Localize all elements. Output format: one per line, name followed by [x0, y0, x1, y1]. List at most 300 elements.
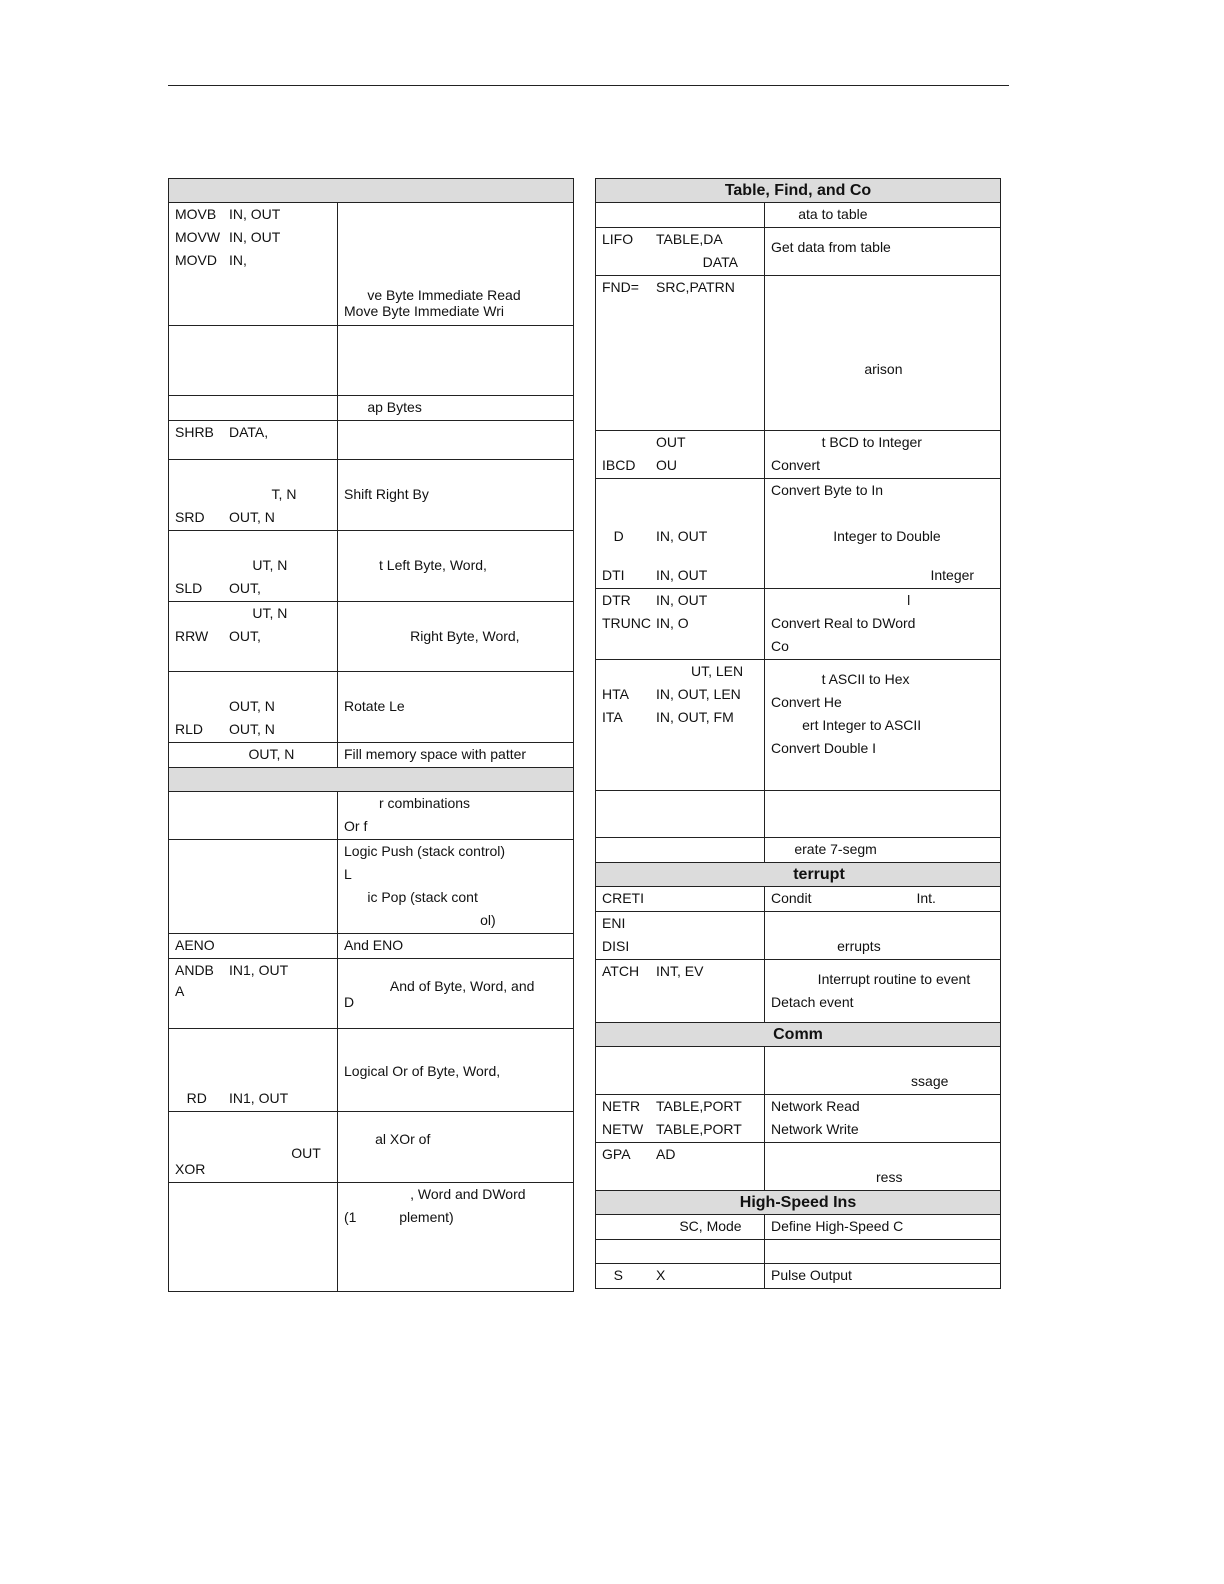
description-line — [338, 532, 573, 555]
instruction-cell — [169, 743, 338, 768]
instruction-cell — [169, 672, 338, 743]
instruction-line — [169, 578, 337, 601]
instruction-line — [596, 565, 764, 588]
description-cell — [765, 1095, 1001, 1143]
mnemonic — [602, 661, 656, 684]
operands: OUT — [656, 434, 686, 450]
mnemonic — [602, 432, 656, 455]
operands: X — [656, 1267, 666, 1283]
section-header — [169, 768, 574, 792]
mnemonic: ENI — [602, 915, 626, 931]
table-row — [596, 960, 1001, 1023]
left-instruction-table — [168, 178, 574, 1292]
description-line: (1 plement) — [344, 1209, 454, 1225]
section-header-row — [596, 1191, 1001, 1215]
instruction-cell — [169, 460, 338, 531]
description-line: erate 7-segm — [771, 841, 877, 857]
description-cell — [338, 840, 574, 934]
instruction-cell — [169, 396, 338, 421]
description-line: Get data from table — [771, 239, 891, 255]
instruction-cell — [596, 431, 765, 479]
table-row — [596, 203, 1001, 228]
instruction-line — [596, 1096, 764, 1119]
instruction-line — [596, 229, 764, 252]
table-row — [596, 1240, 1001, 1264]
mnemonic: SHRB — [175, 424, 214, 440]
operands: UT, LEN — [656, 663, 744, 679]
mnemonic — [175, 532, 229, 555]
description-line: Logic Push (stack control) — [344, 843, 506, 859]
operands: IN, OUT, LEN — [656, 686, 741, 702]
operands: UT, N — [229, 557, 288, 573]
mnemonic — [602, 503, 656, 526]
instruction-cell — [169, 203, 338, 326]
instruction-line — [169, 1030, 337, 1053]
description-line: l — [771, 592, 911, 608]
operands: OUT, — [229, 628, 261, 644]
instruction-line — [169, 981, 337, 1004]
section-header-row — [596, 863, 1001, 887]
mnemonic — [175, 603, 229, 626]
description-line: Network Write — [771, 1121, 859, 1137]
table-row — [169, 396, 574, 421]
instruction-line — [169, 744, 337, 767]
operands: OUT, — [229, 580, 261, 596]
instruction-line — [169, 250, 337, 273]
section-header: terrupt — [596, 863, 1001, 887]
description-line: Convert Byte to In — [771, 482, 884, 498]
table-row — [169, 203, 574, 326]
description-line: ic Pop (stack cont — [344, 889, 478, 905]
mnemonic: NETR — [602, 1098, 641, 1114]
instruction-cell — [169, 934, 338, 959]
instruction-line — [169, 673, 337, 696]
mnemonic: A — [175, 983, 185, 999]
table-row — [169, 959, 574, 1029]
instruction-line — [169, 555, 337, 578]
description-line: , Word and DWord — [344, 1186, 526, 1202]
description-cell — [338, 326, 574, 396]
instruction-line — [596, 432, 764, 455]
mnemonic: MOVB — [175, 206, 217, 222]
description-cell — [338, 934, 574, 959]
table-row — [169, 421, 574, 460]
instruction-line — [596, 1216, 764, 1239]
description-cell — [338, 792, 574, 840]
description-line: errupts — [771, 938, 881, 954]
mnemonic: RLD — [175, 721, 204, 737]
operands: AD — [656, 1146, 676, 1162]
instruction-cell — [596, 1215, 765, 1240]
description-line: r combinations — [344, 795, 471, 811]
instruction-cell — [596, 1095, 765, 1143]
description-line — [765, 300, 1000, 323]
mnemonic: ATCH — [602, 963, 640, 979]
mnemonic: LIFO — [602, 231, 634, 247]
description-line — [765, 913, 1000, 936]
mnemonic: ANDB — [175, 962, 214, 978]
mnemonic: DTI — [602, 567, 625, 583]
description-line — [338, 1030, 573, 1053]
instruction-line — [596, 480, 764, 503]
instruction-line — [169, 696, 337, 719]
instruction-cell — [169, 326, 338, 396]
description-line: ata to table — [771, 206, 868, 222]
description-line: Interrupt routine to event — [771, 971, 971, 987]
description-cell — [765, 276, 1001, 431]
section-header-row — [169, 768, 574, 792]
section-header: Comm — [596, 1023, 1001, 1047]
mnemonic: MOVD — [175, 252, 217, 268]
instruction-cell — [169, 1183, 338, 1292]
instruction-line — [596, 455, 764, 478]
description-line — [338, 227, 573, 250]
instruction-cell — [169, 792, 338, 840]
instruction-cell — [596, 912, 765, 960]
instruction-line — [169, 719, 337, 742]
table-row — [169, 840, 574, 934]
instruction-line — [596, 526, 764, 549]
description-line: t BCD to Integer — [771, 434, 922, 450]
mnemonic: RD — [175, 1090, 207, 1106]
mnemonic: TRUNC — [602, 615, 651, 631]
description-cell — [765, 228, 1001, 276]
instruction-line — [596, 503, 764, 526]
section-header: Table, Find, and Co — [596, 179, 1001, 203]
description-line: ap Bytes — [344, 399, 422, 415]
description-cell — [765, 479, 1001, 589]
description-line: Convert — [771, 457, 821, 473]
mnemonic: NETW — [602, 1121, 644, 1137]
table-row — [596, 589, 1001, 660]
instruction-cell — [596, 660, 765, 791]
instruction-line — [169, 960, 337, 983]
description-cell — [765, 791, 1001, 838]
instruction-cell — [169, 1029, 338, 1112]
instruction-line — [596, 1119, 764, 1142]
instruction-cell — [596, 960, 765, 1023]
operands: INT, EV — [656, 963, 704, 979]
description-cell — [765, 431, 1001, 479]
mnemonic: SLD — [175, 580, 203, 596]
description-cell — [338, 1029, 574, 1112]
instruction-cell — [169, 421, 338, 460]
description-line: al XOr of — [344, 1131, 431, 1147]
description-line: Pulse Output — [771, 1267, 852, 1283]
instruction-line — [596, 1265, 764, 1288]
operands: IN, — [229, 252, 247, 268]
mnemonic: D — [602, 528, 624, 544]
description-line: Define High-Speed C — [771, 1218, 904, 1234]
description-line: Logical Or of Byte, Word, — [344, 1063, 501, 1079]
description-line — [765, 503, 1000, 526]
description-line: Convert Real to DWord — [771, 615, 916, 631]
instruction-line — [169, 422, 337, 445]
instruction-cell — [169, 531, 338, 602]
operands: IN, OUT — [229, 206, 281, 222]
description-line: Condit Int. — [771, 890, 936, 906]
description-cell — [765, 1215, 1001, 1240]
instruction-cell — [596, 887, 765, 912]
operands: TABLE,DA — [656, 231, 723, 247]
instruction-line — [169, 603, 337, 626]
description-cell — [338, 460, 574, 531]
mnemonic — [175, 744, 229, 767]
description-cell — [338, 743, 574, 768]
instruction-line — [596, 707, 764, 730]
table-row — [169, 934, 574, 959]
description-line: Network Read — [771, 1098, 860, 1114]
instruction-cell — [596, 838, 765, 863]
description-line: And ENO — [344, 937, 404, 953]
description-cell — [338, 531, 574, 602]
description-cell — [338, 959, 574, 1029]
instruction-line — [169, 935, 337, 958]
instruction-cell — [596, 1143, 765, 1191]
mnemonic: MOVW — [175, 229, 221, 245]
description-line — [338, 204, 573, 227]
description-line: ert Integer to ASCII — [771, 717, 922, 733]
description-cell — [765, 1264, 1001, 1289]
description-line: Move Byte Immediate Wri — [344, 303, 505, 319]
operands: OUT — [229, 1145, 321, 1161]
table-row — [169, 1029, 574, 1112]
description-line: Rotate Le — [344, 698, 405, 714]
operands: SRC,PATRN — [656, 279, 735, 295]
mnemonic: GPA — [602, 1146, 631, 1162]
operands: OUT, N — [229, 509, 275, 525]
mnemonic — [175, 673, 229, 696]
description-line: t Left Byte, Word, — [344, 557, 487, 573]
instruction-line — [596, 661, 764, 684]
description-cell — [765, 660, 1001, 791]
description-line — [338, 673, 573, 696]
description-cell — [338, 396, 574, 421]
instruction-line — [596, 277, 764, 300]
table-row — [596, 1143, 1001, 1191]
instruction-cell — [596, 1264, 765, 1289]
instruction-line — [596, 913, 764, 936]
table-row — [596, 1264, 1001, 1289]
operands: SC, Mode — [656, 1218, 742, 1234]
description-line — [338, 262, 573, 285]
table-row — [596, 838, 1001, 863]
section-header — [169, 179, 574, 203]
description-line: ve Byte Immediate Read — [344, 287, 521, 303]
table-row — [169, 672, 574, 743]
instruction-cell — [596, 203, 765, 228]
instruction-line — [169, 204, 337, 227]
mnemonic — [175, 1113, 229, 1136]
mnemonic: FND= — [602, 279, 639, 295]
description-cell — [338, 1183, 574, 1292]
instruction-line — [169, 227, 337, 250]
table-row — [169, 792, 574, 840]
description-line: Shift Right By — [344, 486, 429, 502]
instruction-line — [596, 252, 764, 275]
instruction-line — [169, 1053, 337, 1076]
right-instruction-table — [595, 178, 1001, 1289]
description-line — [765, 323, 1000, 346]
description-line: ssage — [771, 1073, 949, 1089]
description-cell — [765, 887, 1001, 912]
mnemonic: AENO — [175, 937, 215, 953]
operands: T, N — [229, 486, 297, 502]
instruction-line — [169, 484, 337, 507]
table-row — [169, 460, 574, 531]
description-cell — [765, 838, 1001, 863]
operands: OUT, N — [229, 746, 295, 762]
description-line — [338, 461, 573, 484]
table-row — [169, 602, 574, 672]
instruction-cell — [169, 1112, 338, 1183]
instruction-line — [596, 961, 764, 984]
description-line: ol) — [344, 912, 496, 928]
operands: TABLE,PORT — [656, 1121, 742, 1137]
mnemonic — [175, 484, 229, 507]
description-cell — [338, 672, 574, 743]
description-line — [338, 603, 573, 626]
table-row — [596, 660, 1001, 791]
operands: OU — [656, 457, 677, 473]
mnemonic: DISI — [602, 938, 630, 954]
mnemonic — [175, 1053, 229, 1076]
table-row — [596, 228, 1001, 276]
instruction-cell — [596, 228, 765, 276]
description-line: ress — [771, 1169, 903, 1185]
table-row — [169, 531, 574, 602]
mnemonic — [602, 252, 656, 275]
operands: TABLE,PORT — [656, 1098, 742, 1114]
instruction-cell — [596, 1240, 765, 1264]
section-header-row — [596, 1023, 1001, 1047]
mnemonic: CRETI — [602, 890, 644, 906]
section-header-row — [169, 179, 574, 203]
table-row — [169, 1112, 574, 1183]
description-line: Convert He — [771, 694, 842, 710]
mnemonic: HTA — [602, 686, 629, 702]
instruction-line — [169, 461, 337, 484]
instruction-cell — [169, 840, 338, 934]
operands: IN, OUT — [656, 592, 708, 608]
operands: IN, O — [656, 615, 689, 631]
description-line — [765, 1048, 1000, 1071]
instruction-line — [596, 936, 764, 959]
operands: OUT, N — [229, 721, 275, 737]
description-cell — [765, 1047, 1001, 1095]
instruction-cell — [169, 959, 338, 1029]
description-line — [765, 1144, 1000, 1167]
table-row — [596, 887, 1001, 912]
description-line: Integer — [771, 567, 975, 583]
description-cell — [338, 421, 574, 460]
table-row — [596, 791, 1001, 838]
description-cell — [765, 960, 1001, 1023]
instruction-line — [169, 532, 337, 555]
mnemonic — [602, 480, 656, 503]
description-line: Co — [771, 638, 789, 654]
description-line: arison — [771, 361, 903, 377]
instruction-line — [169, 1088, 337, 1111]
description-line: L — [344, 866, 352, 882]
operands: IN, OUT, FM — [656, 709, 734, 725]
description-cell — [765, 1240, 1001, 1264]
description-line: Or f — [344, 818, 368, 834]
operands: IN, OUT — [656, 567, 708, 583]
instruction-cell — [596, 589, 765, 660]
instruction-line — [169, 626, 337, 649]
description-cell — [765, 203, 1001, 228]
table-row — [596, 276, 1001, 431]
mnemonic: ITA — [602, 709, 623, 725]
table-row — [596, 431, 1001, 479]
description-line — [765, 277, 1000, 300]
description-line: Convert Double I — [771, 740, 877, 756]
operands: OUT, N — [229, 698, 275, 714]
table-row — [596, 1095, 1001, 1143]
instruction-line — [596, 1144, 764, 1167]
instruction-line — [169, 507, 337, 530]
instruction-line — [596, 590, 764, 613]
table-row — [596, 479, 1001, 589]
section-header-row — [596, 179, 1001, 203]
description-line: Right Byte, Word, — [344, 628, 520, 644]
instruction-line — [169, 1113, 337, 1136]
operands: DATA — [656, 254, 738, 270]
mnemonic: IBCD — [602, 457, 636, 473]
operands: IN, OUT — [656, 528, 708, 544]
instruction-line — [596, 888, 764, 911]
table-row — [169, 326, 574, 396]
description-cell — [765, 1143, 1001, 1191]
mnemonic: RRW — [175, 628, 209, 644]
mnemonic — [175, 555, 229, 578]
mnemonic — [602, 1216, 656, 1239]
mnemonic: XOR — [175, 1161, 206, 1177]
instruction-cell — [169, 602, 338, 672]
table-row — [169, 743, 574, 768]
mnemonic: SRD — [175, 509, 205, 525]
section-header: High-Speed Ins — [596, 1191, 1001, 1215]
instruction-line — [596, 684, 764, 707]
header-rule — [168, 85, 1009, 86]
mnemonic: S — [602, 1267, 624, 1283]
table-row — [596, 1047, 1001, 1095]
table-row — [596, 912, 1001, 960]
mnemonic — [175, 696, 229, 719]
description-cell — [338, 602, 574, 672]
description-line: And of Byte, Word, and — [344, 978, 535, 994]
operands: DATA, — [229, 424, 269, 440]
description-line: Detach event — [771, 994, 854, 1010]
instruction-line — [596, 613, 764, 636]
operands: IN1, OUT — [229, 962, 289, 978]
description-line: Integer to Double — [771, 528, 941, 544]
instruction-cell — [596, 1047, 765, 1095]
operands: IN1, OUT — [229, 1090, 289, 1106]
description-cell — [338, 203, 574, 326]
table-row — [169, 1183, 574, 1292]
description-line: D — [344, 994, 355, 1010]
description-cell — [765, 589, 1001, 660]
operands: UT, N — [229, 605, 288, 621]
mnemonic — [175, 461, 229, 484]
instruction-cell — [596, 791, 765, 838]
mnemonic: DTR — [602, 592, 631, 608]
description-line: t ASCII to Hex — [771, 671, 910, 687]
description-cell — [338, 1112, 574, 1183]
description-cell — [765, 912, 1001, 960]
